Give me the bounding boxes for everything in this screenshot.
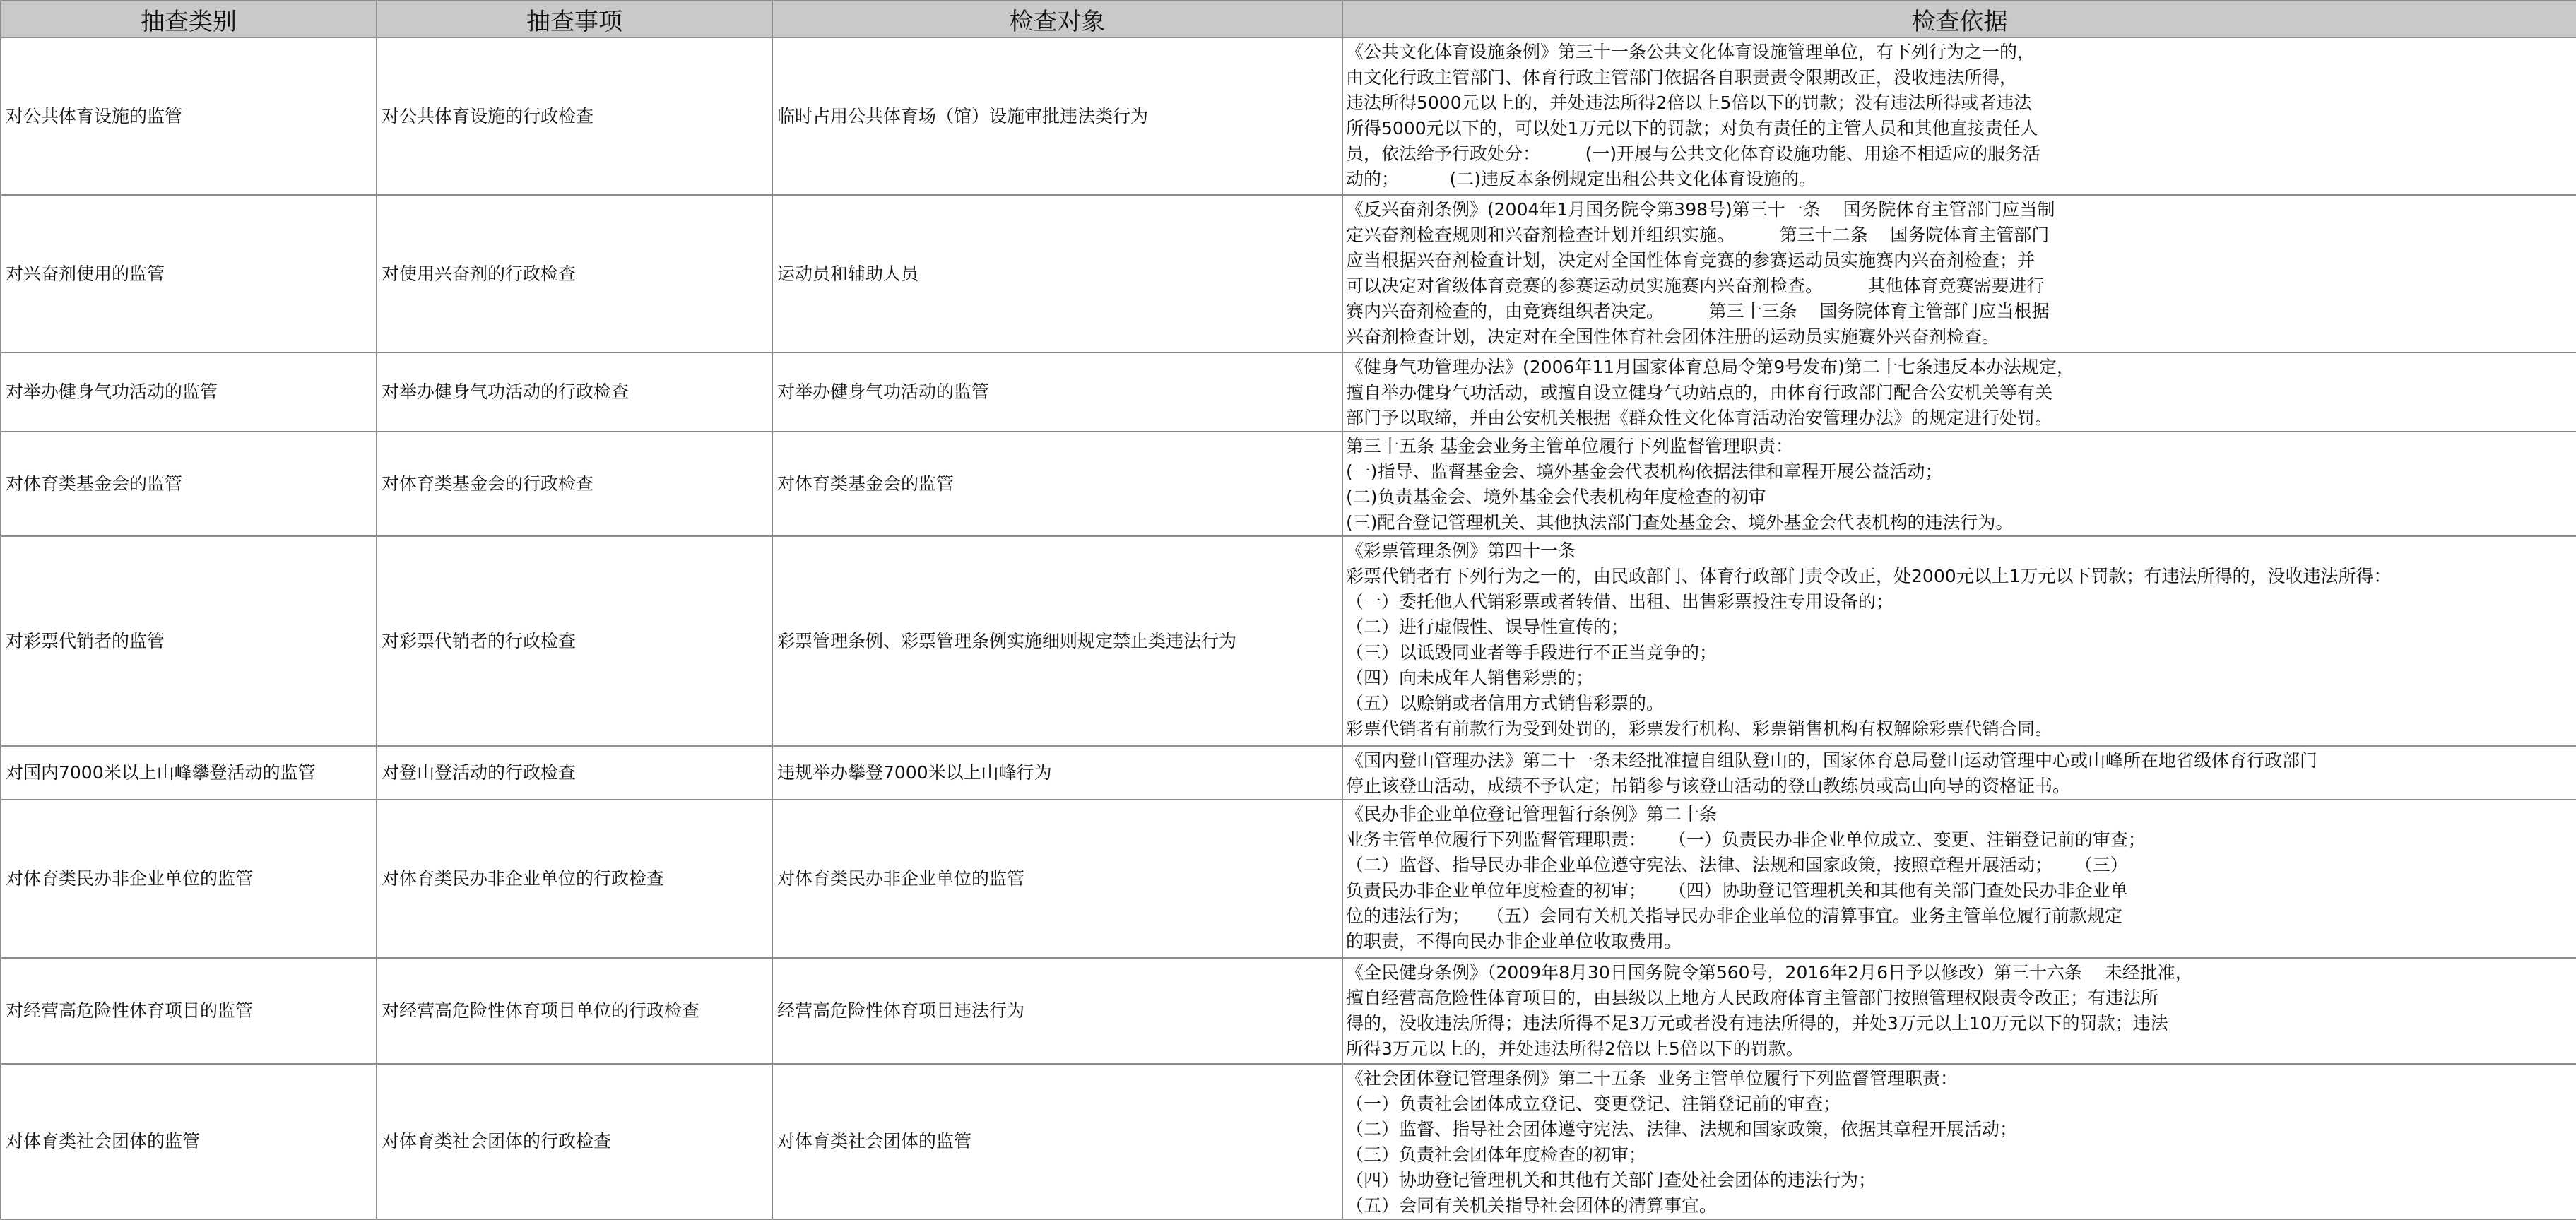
cell-target: 对体育类民办非企业单位的监管 — [772, 800, 1342, 958]
table-row — [1, 353, 2576, 432]
header-target: 检查对象 — [772, 1, 1342, 37]
cell-category: 对经营高危险性体育项目的监管 — [1, 958, 377, 1064]
cell-basis: 《健身气功管理办法》(2006年11月国家体育总局令第9号发布)第二十七条违反本办法规定， 擅自举办健身气功活动，或擅自设立健身气功站点的，由体育行政部门配合公安机关等有关 部门予以取缔，并由公安机关根据《群众性文化体育活动治安管理办法》的规定进行处罚。 — [1342, 353, 2576, 432]
cell-category: 对国内7000米以上山峰攀登活动的监管 — [1, 746, 377, 800]
cell-target: 对体育类社会团体的监管 — [772, 1064, 1342, 1219]
cell-basis: 《社会团体登记管理条例》第二十五条 业务主管单位履行下列监督管理职责： （一）负责社会团体成立登记、变更登记、注销登记前的审查； （二）监督、指导社会团体遵守宪法、法律、法规和国家政策，依据其章程开展活动； （三）负责社会团体年度检查的初审； （四）协助登记管理机关和其他有关部门查处社会团体的违法行为； （五）会同有关机关指导社会团体的清算事宜。 — [1342, 1064, 2576, 1219]
cell-target: 对举办健身气功活动的监管 — [772, 353, 1342, 432]
cell-item: 对登山登活动的行政检查 — [377, 746, 772, 800]
table-row — [1, 536, 2576, 746]
header-basis: 检查依据 — [1342, 1, 2576, 37]
table-row — [1, 800, 2576, 958]
table-row — [1, 432, 2576, 536]
cell-target: 对体育类基金会的监管 — [772, 432, 1342, 536]
cell-target: 违规举办攀登7000米以上山峰行为 — [772, 746, 1342, 800]
cell-category: 对体育类基金会的监管 — [1, 432, 377, 536]
cell-item: 对体育类基金会的行政检查 — [377, 432, 772, 536]
table-row — [1, 195, 2576, 353]
cell-target: 运动员和辅助人员 — [772, 195, 1342, 353]
cell-category: 对体育类民办非企业单位的监管 — [1, 800, 377, 958]
cell-target: 彩票管理条例、彩票管理条例实施细则规定禁止类违法行为 — [772, 536, 1342, 746]
cell-item: 对举办健身气功活动的行政检查 — [377, 353, 772, 432]
cell-basis: 《反兴奋剂条例》(2004年1月国务院令第398号)第三十一条 国务院体育主管部门应当制 定兴奋剂检查规则和兴奋剂检查计划并组织实施。 第三十二条 国务院体育主管部门 应当根据兴奋剂检查计划，决定对全国性体育竞赛的参赛运动员实施赛内兴奋剂检查；并 可以决定对省级体育竞赛的参赛运动员实施赛内兴奋剂检查。 其他体育竞赛需要进行 赛内兴奋剂检查的，由竞赛组织者决定。 第三十三条 国务院体育主管部门应当根据 兴奋剂检查计划，决定对在全国性体育社会团体注册的运动员实施赛外兴奋剂检查。 — [1342, 195, 2576, 353]
cell-target: 经营高危险性体育项目违法行为 — [772, 958, 1342, 1064]
cell-target: 临时占用公共体育场（馆）设施审批违法类行为 — [772, 37, 1342, 195]
cell-basis: 《国内登山管理办法》第二十一条未经批准擅自组队登山的，国家体育总局登山运动管理中心或山峰所在地省级体育行政部门 停止该登山活动，成绩不予认定；吊销参与该登山活动的登山教练员或高山向导的资格证书。 — [1342, 746, 2576, 800]
cell-category: 对举办健身气功活动的监管 — [1, 353, 377, 432]
cell-item: 对体育类社会团体的行政检查 — [377, 1064, 772, 1219]
cell-category: 对体育类社会团体的监管 — [1, 1064, 377, 1219]
cell-item: 对经营高危险性体育项目单位的行政检查 — [377, 958, 772, 1064]
table-row — [1, 1064, 2576, 1219]
cell-basis: 《民办非企业单位登记管理暂行条例》第二十条 业务主管单位履行下列监督管理职责： （一）负责民办非企业单位成立、变更、注销登记前的审查； （二）监督、指导民办非企业单位遵守宪法、法律、法规和国家政策，按照章程开展活动； （三） 负责民办非企业单位年度检查的初审； （四）协助登记管理机关和其他有关部门查处民办非企业单 位的违法行为； （五）会同有关机关指导民办非企业单位的清算事宜。业务主管单位履行前款规定 的职责，不得向民办非企业单位收取费用。 — [1342, 800, 2576, 958]
cell-category: 对彩票代销者的监管 — [1, 536, 377, 746]
cell-item: 对体育类民办非企业单位的行政检查 — [377, 800, 772, 958]
table-row — [1, 958, 2576, 1064]
cell-item: 对公共体育设施的行政检查 — [377, 37, 772, 195]
header-item: 抽查事项 — [377, 1, 772, 37]
table-row — [1, 746, 2576, 800]
cell-basis: 第三十五条 基金会业务主管单位履行下列监督管理职责： (一)指导、监督基金会、境外基金会代表机构依据法律和章程开展公益活动； (二)负责基金会、境外基金会代表机构年度检查的初审 (三)配合登记管理机关、其他执法部门查处基金会、境外基金会代表机构的违法行为。 — [1342, 432, 2576, 536]
header-category: 抽查类别 — [1, 1, 377, 37]
cell-basis: 《公共文化体育设施条例》第三十一条公共文化体育设施管理单位，有下列行为之一的， 由文化行政主管部门、体育行政主管部门依据各自职责责令限期改正，没收违法所得， 违法所得5000元以上的，并处违法所得2倍以上5倍以下的罚款；没有违法所得或者违法 所得5000元以下的，可以处1万元以下的罚款；对负有责任的主管人员和其他直接责任人 员，依法给予行政处分： (一)开展与公共文化体育设施功能、用途不相适应的服务活 动的； (二)违反本条例规定出租公共文化体育设施的。 — [1342, 37, 2576, 195]
table-row — [1, 37, 2576, 195]
cell-item: 对使用兴奋剂的行政检查 — [377, 195, 772, 353]
cell-item: 对彩票代销者的行政检查 — [377, 536, 772, 746]
cell-basis: 《全民健身条例》（2009年8月30日国务院令第560号，2016年2月6日予以修改）第三十六条 未经批准， 擅自经营高危险性体育项目的，由县级以上地方人民政府体育主管部门按照管理权限责令改正；有违法所 得的，没收违法所得；违法所得不足3万元或者没有违法所得的，并处3万元以上10万元以下的罚款；违法 所得3万元以上的，并处违法所得2倍以上5倍以下的罚款。 — [1342, 958, 2576, 1064]
cell-category: 对公共体育设施的监管 — [1, 37, 377, 195]
cell-basis: 《彩票管理条例》第四十一条 彩票代销者有下列行为之一的，由民政部门、体育行政部门责令改正，处2000元以上1万元以下罚款；有违法所得的，没收违法所得： （一）委托他人代销彩票或者转借、出租、出售彩票投注专用设备的； （二）进行虚假性、误导性宣传的； （三）以诋毁同业者等手段进行不正当竞争的； （四）向未成年人销售彩票的； （五）以赊销或者信用方式销售彩票的。 彩票代销者有前款行为受到处罚的，彩票发行机构、彩票销售机构有权解除彩票代销合同。 — [1342, 536, 2576, 746]
cell-category: 对兴奋剂使用的监管 — [1, 195, 377, 353]
header-row — [1, 1, 2576, 37]
